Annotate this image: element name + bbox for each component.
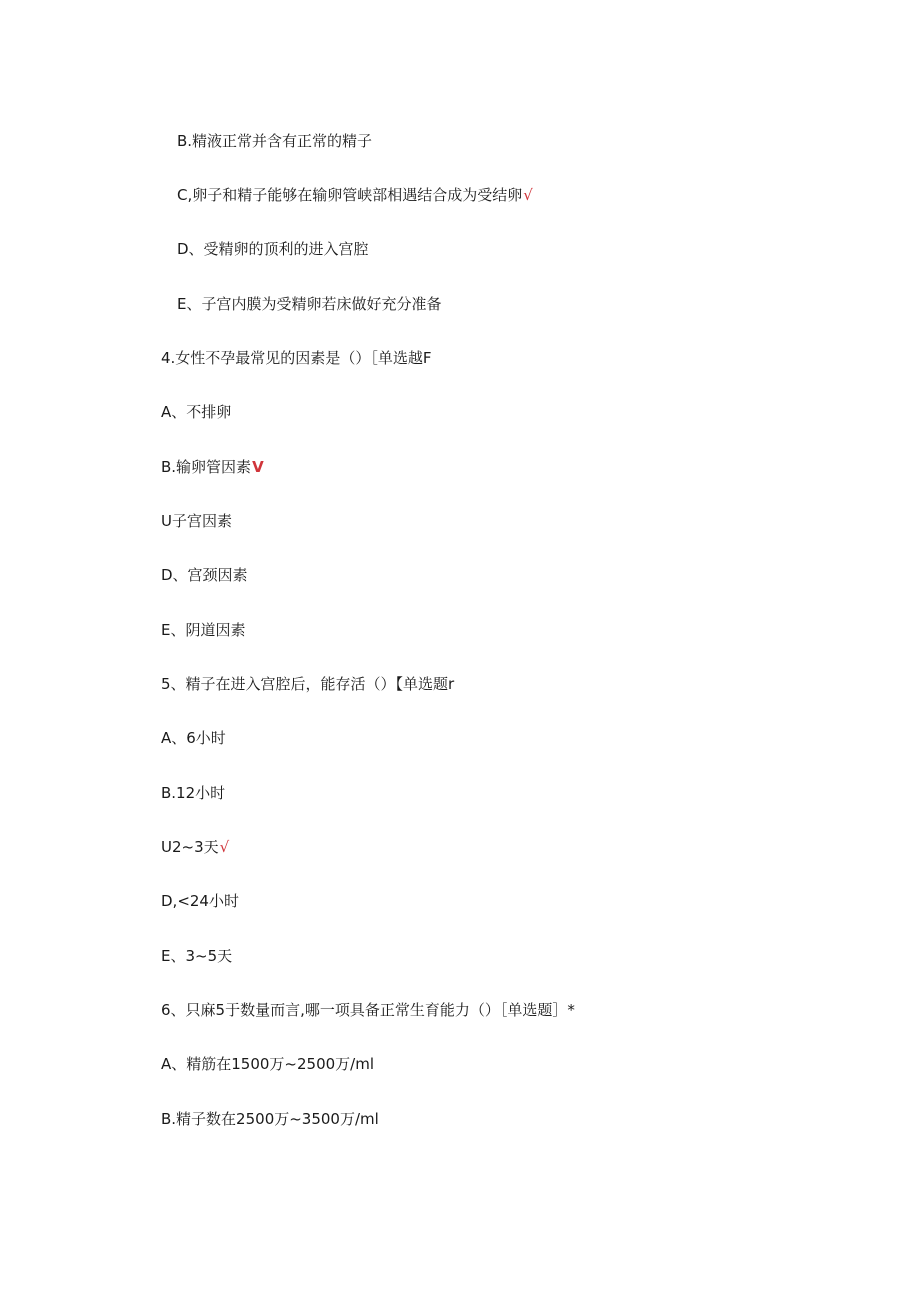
q5-option-d: D,<24小时 (161, 892, 239, 910)
option-b-semen-normal: B.精液正常并含有正常的精子 (177, 132, 373, 150)
correct-answer-mark: √ (523, 186, 533, 204)
correct-answer-mark: √ (219, 838, 230, 856)
q4-option-b: B.输卵管因素V (161, 458, 264, 476)
q5-option-c: U2~3天√ (161, 838, 230, 856)
q4-option-d: D、宫颈因素 (161, 566, 248, 584)
q4-option-e: E、阴道因素 (161, 621, 246, 639)
q5-option-b: B.12小时 (161, 784, 226, 802)
question-6: 6、只麻5于数量而言,哪一项具备正常生育能力（）［单选题］* (161, 1001, 575, 1019)
q5-option-e: E、3~5天 (161, 947, 233, 965)
correct-answer-mark: V (252, 458, 264, 476)
option-e-endometrium: E、子宫内膜为受精卵若床做好充分准备 (177, 295, 442, 313)
q6-option-a: A、精筋在1500万~2500万/ml (161, 1055, 375, 1073)
question-4: 4.女性不孕最常见的因素是（）［单选越F (161, 349, 432, 367)
q4-option-c: U子宫因素 (161, 512, 232, 530)
option-c-fertilization: C,卵子和精子能够在输卵管峡部相遇结合成为受结卵√ (177, 186, 533, 204)
option-d-enter-uterus: D、受精卵的顶利的进入宫腔 (177, 240, 369, 258)
question-5: 5、精子在进入宫腔后，能存活（）【单选题r (161, 675, 455, 693)
q5-option-a: A、6小时 (161, 729, 226, 747)
q4-option-a: A、不排卵 (161, 403, 232, 421)
q6-option-b: B.精子数在2500万~3500万/ml (161, 1110, 379, 1128)
